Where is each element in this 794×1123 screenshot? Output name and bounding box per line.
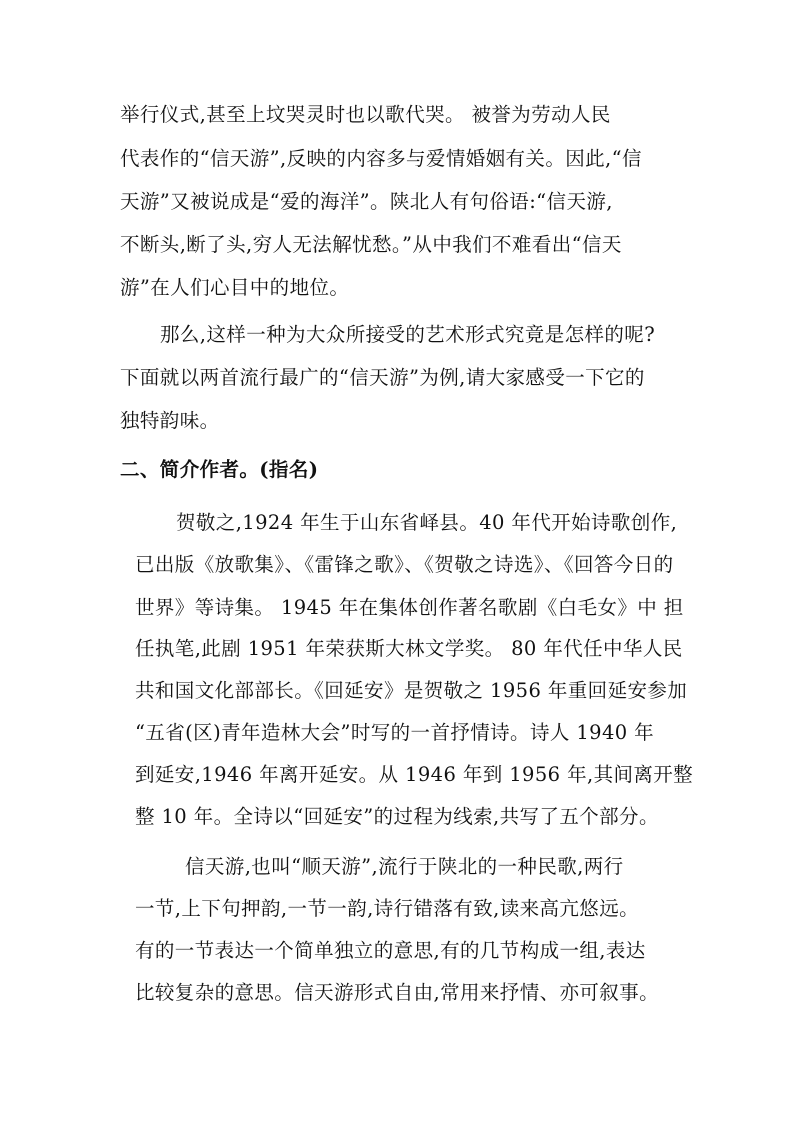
paragraph-3-line-7: 到延安,1946 年离开延安。从 1946 年到 1956 年,其间离开整: [135, 763, 694, 786]
paragraph-2-line-2: 下面就以两首流行最广的“信天游”为例,请大家感受一下它的: [120, 366, 645, 389]
paragraph-2-line-1: 那么,这样一种为大众所接受的艺术形式究竟是怎样的呢?: [160, 323, 656, 346]
paragraph-3-line-3: 世界》等诗集。 1945 年在集体创作著名歌剧《白毛女》中 担: [135, 596, 684, 619]
paragraph-3-line-6: “五省(区)青年造林大会”时写的一首抒情诗。诗人 1940 年: [135, 721, 655, 744]
paragraph-1-line-2: 代表作的“信天游”,反映的内容多与爱情婚姻有关。因此,“信: [120, 147, 642, 170]
paragraph-3-line-1: 贺敬之,1924 年生于山东省峄县。40 年代开始诗歌创作,: [176, 511, 678, 534]
paragraph-4-line-3: 有的一节表达一个简单独立的意思,有的几节构成一组,表达: [135, 939, 646, 962]
paragraph-1-line-5: 游”在人们心目中的地位。: [120, 276, 350, 299]
paragraph-3-line-2: 已出版《放歌集》、《雷锋之歌》、《贺敬之诗选》、《回答今日的: [135, 553, 674, 576]
section-heading: 二、简介作者。(指名): [120, 458, 319, 481]
paragraph-4-line-2: 一节,上下句押韵,一节一韵,诗行错落有致,读来高亢悠远。: [135, 897, 639, 920]
paragraph-1-line-4: 不断头,断了头,穷人无法解忧愁。”从中我们不难看出“信天: [120, 233, 622, 256]
paragraph-1-line-3: 天游”又被说成是“爱的海洋”。陕北人有句俗语:“信天游,: [120, 190, 613, 213]
paragraph-3-line-8: 整 10 年。全诗以“回延安”的过程为线索,共写了五个部分。: [135, 805, 659, 828]
paragraph-2-line-3: 独特韵味。: [120, 409, 220, 432]
paragraph-4-line-1: 信天游,也叫“顺天游”,流行于陕北的一种民歌,两行: [185, 855, 624, 878]
paragraph-3-line-4: 任执笔,此剧 1951 年荣获斯大林文学奖。 80 年代任中华人民: [135, 637, 683, 660]
paragraph-3-line-5: 共和国文化部部长。《回延安》是贺敬之 1956 年重回延安参加: [135, 679, 688, 702]
paragraph-1-line-1: 举行仪式,甚至上坟哭灵时也以歌代哭。 被誉为劳动人民: [120, 103, 611, 126]
paragraph-4-line-4: 比较复杂的意思。信天游形式自由,常用来抒情、亦可叙事。: [135, 981, 659, 1004]
